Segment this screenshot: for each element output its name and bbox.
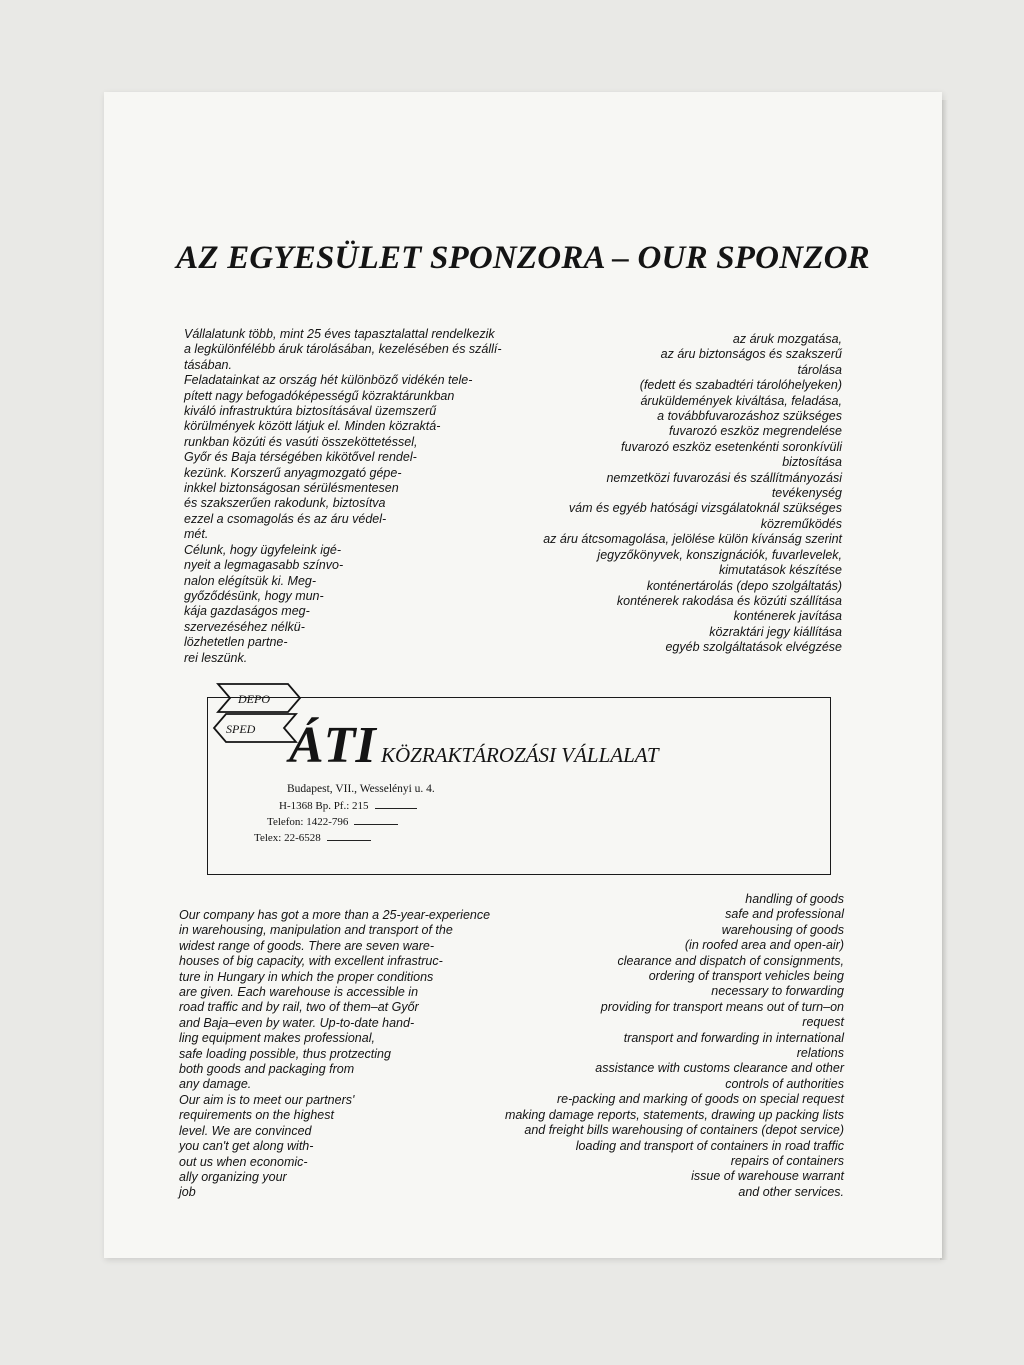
text-line: job [179,1185,196,1200]
text-line: az áruk mozgatása, [732,332,842,346]
sped-label: SPED [226,722,256,736]
text-line: assistance with customs clearance and other [595,1061,844,1076]
text-line: (fedett és szabadtéri tárolóhelyeken) [639,378,842,393]
blank-line [327,840,371,841]
brochure-page [104,92,942,1258]
text-line: in warehousing, manipulation and transport of the [179,923,453,938]
text-line: (in roofed area and open-air) [684,938,844,953]
text-line: fuvarozó eszköz megrendelése [668,424,842,439]
text-line: request [802,1015,844,1030]
text-line: relations [796,1046,844,1061]
text-line: áruküldemények kiváltása, feladása, [640,393,842,408]
text-line: out us when economic- [179,1154,308,1169]
text-line: konténerek javítása [733,609,842,624]
text-line: az áru biztonságos és szakszerű [660,347,842,362]
text-line: pített nagy befogadóképességű közraktárunkban [184,388,455,403]
depo-label: DEPO [238,692,270,706]
text-line: safe and professional [725,907,844,922]
text-line: issue of warehouse warrant [691,1169,844,1184]
text-line: providing for transport means out of turn–on [600,999,844,1014]
text-line: ture in Hungary in which the proper conditions [179,969,434,984]
text-line: handling of goods [745,892,844,906]
text-line: szervezéséhez nélkü- [184,619,305,634]
text-line: a legkülönfélébb áruk tárolásában, kezelésében és szállí- [184,342,502,357]
text-line: transport and forwarding in international [623,1030,844,1045]
text-line: road traffic and by rail, two of them–at Győr [179,1000,419,1015]
text-line: tárolása [797,362,842,377]
text-line: Feladatainkat az ország hét különböző vidékén tele- [184,373,473,388]
text-line: widest range of goods. There are seven ware- [179,938,434,953]
text-line: Vállalatunk több, mint 25 éves tapasztalattal rendelkezik [184,327,495,341]
text-line: mét. [184,527,209,542]
brand-name: ÁTI [289,717,376,774]
text-line: tevékenység [771,486,842,501]
text-line: nyeit a legmagasabb színvo- [184,558,344,573]
po-box-text: H-1368 Bp. Pf.: 215 [279,800,369,812]
text-line: and Baja–even by water. Up-to-date hand- [179,1015,415,1030]
text-line: konténerek rakodása és közúti szállítása [616,593,842,608]
page-title: AZ EGYESÜLET SPONZORA – OUR SPONZOR [176,240,870,276]
text-line: kimutatások készítése [719,563,842,578]
text-line: vám és egyéb hatósági vizsgálatoknál szükséges [568,501,842,516]
text-line: are given. Each warehouse is accessible in [179,985,419,1000]
text-line: making damage reports, statements, drawing up packing lists [504,1107,844,1122]
text-line: loading and transport of containers in road traffic [575,1138,844,1153]
hungarian-intro-paragraph [184,327,502,666]
text-line: kezünk. Korszerű anyagmozgató gépe- [184,465,402,480]
text-line: runkban közúti és vasúti összeköttetéssel, [184,434,418,449]
text-line: kiváló infrastruktúra biztosításával üzemszerű [184,404,437,419]
text-line: körülmények között látjuk el. Minden közraktá- [184,419,441,434]
text-line: kája gazdaságos meg- [184,604,310,619]
text-line: egyéb szolgáltatások elvégzése [665,640,842,655]
text-line: requirements on the highest [179,1108,334,1123]
english-intro-paragraph [179,908,490,1201]
text-line: Our aim is to meet our partners' [179,1092,355,1107]
text-line: Győr és Baja térségében kikötővel rendel- [184,450,417,465]
text-line: nalon elégítsük ki. Meg- [184,573,317,588]
text-line: az áru átcsomagolása, jelölése külön kívánság szerint [543,532,842,547]
text-line: tásában. [184,357,232,372]
blank-line [375,808,417,809]
text-line: level. We are convinced [179,1123,312,1138]
text-line: clearance and dispatch of consignments, [617,953,844,968]
text-line: safe loading possible, thus protzecting [179,1046,391,1061]
english-services-list [505,892,844,1200]
text-line: ling equipment makes professional, [179,1031,375,1046]
text-line: ally organizing your [179,1169,287,1184]
text-line: és szakszerűen rakodunk, biztosítva [184,496,386,511]
text-line: necessary to forwarding [711,984,844,999]
text-line: any damage. [179,1077,252,1092]
text-line: közraktári jegy kiállítása [709,624,842,639]
text-line: controls of authorities [725,1076,844,1091]
blank-line [354,824,398,825]
text-line: lözhetetlen partne- [184,635,288,650]
text-line: you can't get along with- [179,1139,314,1154]
text-line: and freight bills warehousing of containers (depot service) [524,1123,844,1138]
text-line: konténertárolás (depo szolgáltatás) [646,578,842,593]
hungarian-services-list [543,332,842,656]
text-line: warehousing of goods [721,922,844,937]
text-line: houses of big capacity, with excellent infrastruc- [179,954,443,969]
text-line: ezzel a csomagolás és az áru védel- [184,511,387,526]
text-line: a továbbfuvarozáshoz szükséges [657,409,842,424]
text-line: Our company has got a more than a 25-year-experience [179,908,491,922]
text-line: Célunk, hogy ügyfeleink igé- [184,542,342,557]
text-line: jegyzőkönyvek, konszignációk, fuvarlevelek, [597,547,842,562]
text-line: rei leszünk. [184,650,248,665]
text-line: nemzetközi fuvarozási és szállítmányozási [606,470,842,485]
company-name: KÖZRAKTÁROZÁSI VÁLLALAT [381,743,659,767]
address-po-box [279,800,417,812]
text-line: fuvarozó eszköz esetenkénti soronkívüli [621,439,842,454]
text-line: and other services. [738,1184,844,1199]
text-line: közreműködés [760,516,842,531]
telex-text: Telex: 22-6528 [254,832,321,844]
address-street: Budapest, VII., Wesselényi u. 4. [287,783,435,795]
address-telex [254,832,371,844]
text-line: both goods and packaging from [179,1062,355,1077]
telephone-text: Telefon: 1422-796 [267,816,349,828]
text-line: győződésünk, hogy mun- [184,588,324,603]
text-line: ordering of transport vehicles being [648,969,844,984]
address-telephone [267,816,398,828]
text-line: inkkel biztonságosan sérülésmentesen [184,481,399,496]
text-line: re-packing and marking of goods on special request [557,1092,844,1107]
text-line: biztosítása [782,455,842,470]
text-line: repairs of containers [730,1153,844,1168]
